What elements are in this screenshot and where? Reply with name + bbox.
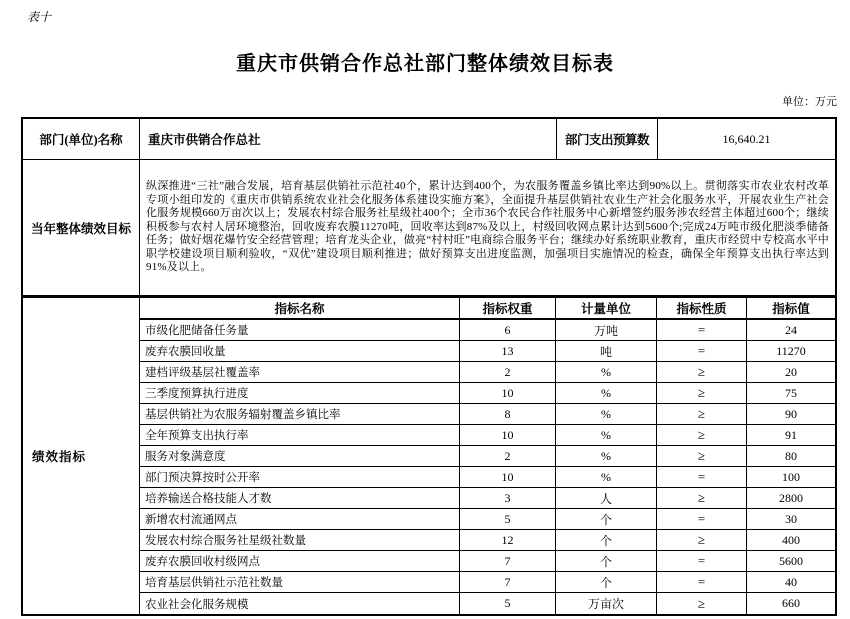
indicators-header-row (140, 298, 835, 320)
indicator-name-cell: 培育基层供销社示范社数量 (140, 572, 460, 592)
indicator-value-header: 指标值 (772, 302, 810, 316)
indicator-name-cell: 全年预算支出执行率 (140, 425, 460, 445)
indicator-weight-cell: 5 (460, 593, 556, 614)
indicator-unit-cell: 个 (556, 551, 657, 571)
indicator-row (140, 530, 835, 551)
indicator-value-cell: 11270 (776, 343, 806, 358)
indicator-nature-cell: ≥ (656, 362, 747, 382)
indicator-nature-cell: = (656, 320, 747, 340)
indicator-value-cell: 24 (785, 322, 797, 337)
page-title: 重庆市供销合作总社部门整体绩效目标表 (236, 53, 614, 75)
budget-label: 部门支出预算数 (557, 119, 658, 159)
performance-target-table (21, 117, 837, 616)
annual-goals-text-cell (140, 160, 835, 295)
dept-info-row (23, 119, 835, 160)
indicator-name-cell: 发展农村综合服务社星级社数量 (140, 530, 460, 550)
indicator-unit-cell: % (556, 425, 657, 445)
indicator-value-cell: 80 (785, 448, 797, 463)
indicator-nature-cell: = (656, 467, 747, 487)
indicator-name-cell: 部门预决算按时公开率 (140, 467, 460, 487)
indicator-row (140, 467, 835, 488)
indicator-nature-cell: ≥ (656, 530, 747, 550)
annual-goals-label: 当年整体绩效目标 (23, 160, 140, 295)
indicator-row (140, 509, 835, 530)
indicator-unit-cell: 万吨 (556, 320, 657, 340)
indicator-name-cell: 市级化肥储备任务量 (140, 320, 460, 340)
indicator-row (140, 488, 835, 509)
indicator-nature-cell: ≥ (656, 446, 747, 466)
indicator-weight-cell: 6 (460, 320, 556, 340)
indicator-name-header: 指标名称 (140, 298, 460, 318)
indicator-nature-cell: = (656, 509, 747, 529)
indicator-weight-cell: 13 (460, 341, 556, 361)
indicator-unit-cell: % (556, 467, 657, 487)
indicators-table (140, 298, 835, 614)
indicator-name-cell: 培养输送合格技能人才数 (140, 488, 460, 508)
indicator-weight-cell: 12 (460, 530, 556, 550)
indicator-nature-cell: = (656, 341, 747, 361)
indicator-row (140, 404, 835, 425)
indicator-weight-cell: 2 (460, 362, 556, 382)
indicator-unit-cell: % (556, 383, 657, 403)
indicators-section (23, 295, 835, 614)
indicator-name-cell: 服务对象满意度 (140, 446, 460, 466)
unit-note: 单位：万元 (782, 96, 837, 108)
indicator-unit-cell: % (556, 446, 657, 466)
indicator-row (140, 593, 835, 614)
indicator-nature-cell: ≥ (656, 425, 747, 445)
indicator-name-cell: 三季度预算执行进度 (140, 383, 460, 403)
indicator-name-cell: 废弃农膜回收量 (140, 341, 460, 361)
indicator-weight-cell: 3 (460, 488, 556, 508)
indicator-value-cell: 75 (785, 385, 797, 400)
indicator-weight-cell: 7 (460, 551, 556, 571)
indicator-row (140, 446, 835, 467)
indicator-unit-cell: % (556, 362, 657, 382)
indicator-row (140, 425, 835, 446)
indicator-weight-cell: 5 (460, 509, 556, 529)
indicator-unit-cell: % (556, 404, 657, 424)
indicator-name-cell: 新增农村流通网点 (140, 509, 460, 529)
indicator-value-cell: 20 (785, 364, 797, 379)
indicator-nature-cell: = (656, 572, 747, 592)
indicator-nature-cell: = (656, 551, 747, 571)
indicator-weight-cell: 7 (460, 572, 556, 592)
indicator-row (140, 572, 835, 593)
annual-goals-text: 纵深推进“三社”融合发展，培育基层供销社示范社40个，累计达到400个，为农服务覆盖乡镇比率达到90%以上。贯彻落实市农业农村改革专项小组印发的《重庆市供销系统农业社会化服务体系建设实施方案》，全面提升基层供销社农业生产社会化服务水平，开展农业生产社会化服务规模660万亩次以上；发展农村综合服务社星级社400个；全市36个农民合作社服务中心新增签约服务涉农经营主体超过600个；继续积极参与农村人居环境整治，回收废弃农膜11270吨，回收率达到87%及以上，村级回收网点累计达到5600个;完成24万吨市级化肥淡季储备任务；做好烟花爆竹安全经营管理；培育龙头企业，做亮“村村旺”电商综合服务平台；继续办好系统职业教育，重庆市经贸中专校高水平中职学校建设项目顺利验收，“双优”建设项目顺利推进；做好预算支出进度监测，加强项目实施情况的检查，确保全年预算支出执行率达到91%及以上。 (146, 180, 829, 274)
indicator-unit-header: 计量单位 (556, 298, 657, 318)
indicator-weight-cell: 2 (460, 446, 556, 466)
indicator-row (140, 341, 835, 362)
annual-goals-row (23, 160, 835, 295)
indicator-weight-header: 指标权重 (460, 298, 556, 318)
indicator-row (140, 362, 835, 383)
indicator-unit-cell: 人 (556, 488, 657, 508)
indicator-value-cell: 400 (782, 532, 800, 547)
table-number-tag: 表十 (27, 10, 52, 24)
indicator-row (140, 320, 835, 341)
indicator-value-cell: 660 (782, 596, 800, 610)
indicator-weight-cell: 10 (460, 383, 556, 403)
indicators-label: 绩效指标 (23, 298, 140, 614)
indicator-row (140, 551, 835, 572)
indicator-value-cell: 30 (785, 511, 797, 526)
dept-name-label: 部门(单位)名称 (23, 119, 140, 159)
indicator-nature-cell: ≥ (656, 404, 747, 424)
indicator-name-cell: 农业社会化服务规模 (140, 593, 460, 614)
indicator-value-cell: 90 (785, 406, 797, 421)
indicator-unit-cell: 个 (556, 530, 657, 550)
indicator-value-cell: 5600 (779, 553, 803, 568)
indicator-name-cell: 建档评级基层社覆盖率 (140, 362, 460, 382)
indicator-weight-cell: 10 (460, 425, 556, 445)
indicator-weight-cell: 10 (460, 467, 556, 487)
indicator-value-cell: 40 (785, 574, 797, 589)
indicator-value-cell: 91 (785, 427, 797, 442)
indicator-unit-cell: 吨 (556, 341, 657, 361)
indicator-nature-header: 指标性质 (656, 298, 747, 318)
indicator-nature-cell: ≥ (656, 593, 747, 614)
indicator-unit-cell: 个 (556, 572, 657, 592)
indicator-name-cell: 基层供销社为农服务辐射覆盖乡镇比率 (140, 404, 460, 424)
indicator-value-cell: 100 (782, 469, 800, 484)
indicator-row (140, 383, 835, 404)
indicator-name-cell: 废弃农膜回收村级网点 (140, 551, 460, 571)
budget-value: 16,640.21 (722, 131, 771, 146)
indicator-value-cell: 2800 (779, 490, 803, 505)
dept-name-value: 重庆市供销合作总社 (140, 119, 557, 159)
indicator-nature-cell: ≥ (656, 488, 747, 508)
indicator-unit-cell: 万亩次 (556, 593, 657, 614)
indicator-unit-cell: 个 (556, 509, 657, 529)
indicator-weight-cell: 8 (460, 404, 556, 424)
indicators-body (140, 320, 835, 614)
indicator-nature-cell: ≥ (656, 383, 747, 403)
